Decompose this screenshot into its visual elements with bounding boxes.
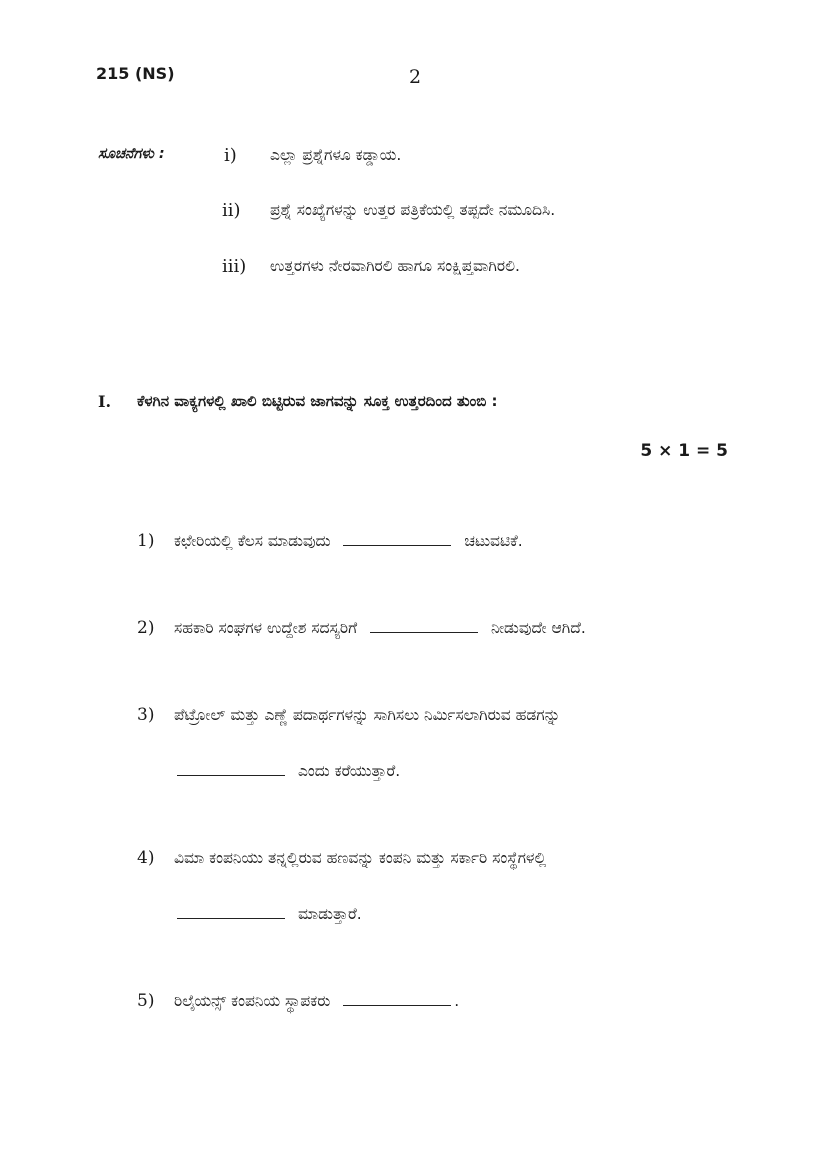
page-number: 2 [409, 66, 422, 88]
instruction-number: iii) [222, 256, 247, 277]
question-text: ಪೆಟ್ರೋಲ್ ಮತ್ತು ಎಣ್ಣೆ ಪದಾರ್ಥಗಳನ್ನು ಸಾಗಿಸಲು ನಿರ್ಮಿಸಲಾಗಿರುವ ಹಡಗನ್ನು [174, 706, 561, 724]
answer-blank [343, 544, 451, 546]
question-1 [174, 532, 523, 551]
question-text: ಮಾಡುತ್ತಾರೆ. [297, 905, 362, 923]
instruction-text: ಎಲ್ಲಾ ಪ್ರಶ್ನೆಗಳೂ ಕಡ್ಡಾಯ. [270, 146, 402, 164]
answer-blank [177, 917, 285, 919]
answer-blank [343, 1004, 451, 1006]
question-text: ಸಹಕಾರಿ ಸಂಘಗಳ ಉದ್ದೇಶ ಸದಸ್ಯರಿಗೆ [174, 619, 358, 637]
answer-blank [177, 774, 285, 776]
section-marks: 5 × 1 = 5 [640, 441, 728, 461]
question-2 [174, 619, 586, 638]
instructions-label: ಸೂಚನೆಗಳು : [98, 146, 165, 162]
question-number: 3) [137, 705, 155, 725]
question-number: 4) [137, 848, 155, 868]
instruction-number: ii) [222, 200, 241, 221]
answer-blank [370, 631, 478, 633]
question-text: ವಿಮಾ ಕಂಪನಿಯು ತನ್ನಲ್ಲಿರುವ ಹಣವನ್ನು ಕಂಪನಿ ಮತ್ತು ಸರ್ಕಾರಿ ಸಂಸ್ಥೆಗಳಲ್ಲಿ [174, 849, 547, 867]
question-number: 1) [137, 531, 155, 551]
question-text: ಕಛೇರಿಯಲ್ಲಿ ಕೆಲಸ ಮಾಡುವುದು [174, 532, 331, 550]
paper-code: 215 (NS) [96, 64, 175, 83]
section-number: I. [98, 392, 112, 411]
question-5 [174, 992, 459, 1011]
instruction-text: ಪ್ರಶ್ನೆ ಸಂಖ್ಯೆಗಳನ್ನು ಉತ್ತರ ಪತ್ರಿಕೆಯಲ್ಲಿ ತಪ್ಪದೇ ನಮೂದಿಸಿ. [270, 201, 556, 219]
question-4-line-2 [177, 905, 362, 924]
question-number: 5) [137, 991, 155, 1011]
section-title: ಕೆಳಗಿನ ವಾಕ್ಯಗಳಲ್ಲಿ ಖಾಲಿ ಬಿಟ್ಟಿರುವ ಜಾಗವನ್ನು ಸೂಕ್ತ ಉತ್ತರದಿಂದ ತುಂಬಿ : [137, 392, 498, 410]
question-text: ನೀಡುವುದೇ ಆಗಿದೆ. [490, 619, 586, 637]
question-3-line-2 [177, 762, 400, 781]
instruction-text: ಉತ್ತರಗಳು ನೇರವಾಗಿರಲಿ ಹಾಗೂ ಸಂಕ್ಷಿಪ್ತವಾಗಿರಲಿ. [270, 257, 520, 275]
question-text: ಎಂದು ಕರೆಯುತ್ತಾರೆ. [297, 762, 401, 780]
question-text: ರಿಲೈಯನ್ಸ್ ಕಂಪನಿಯ ಸ್ಥಾಪಕರು [174, 992, 331, 1010]
question-text: . [454, 992, 460, 1010]
instruction-number: i) [224, 145, 237, 166]
question-text: ಚಟುವಟಿಕೆ. [464, 532, 523, 550]
question-number: 2) [137, 618, 155, 638]
